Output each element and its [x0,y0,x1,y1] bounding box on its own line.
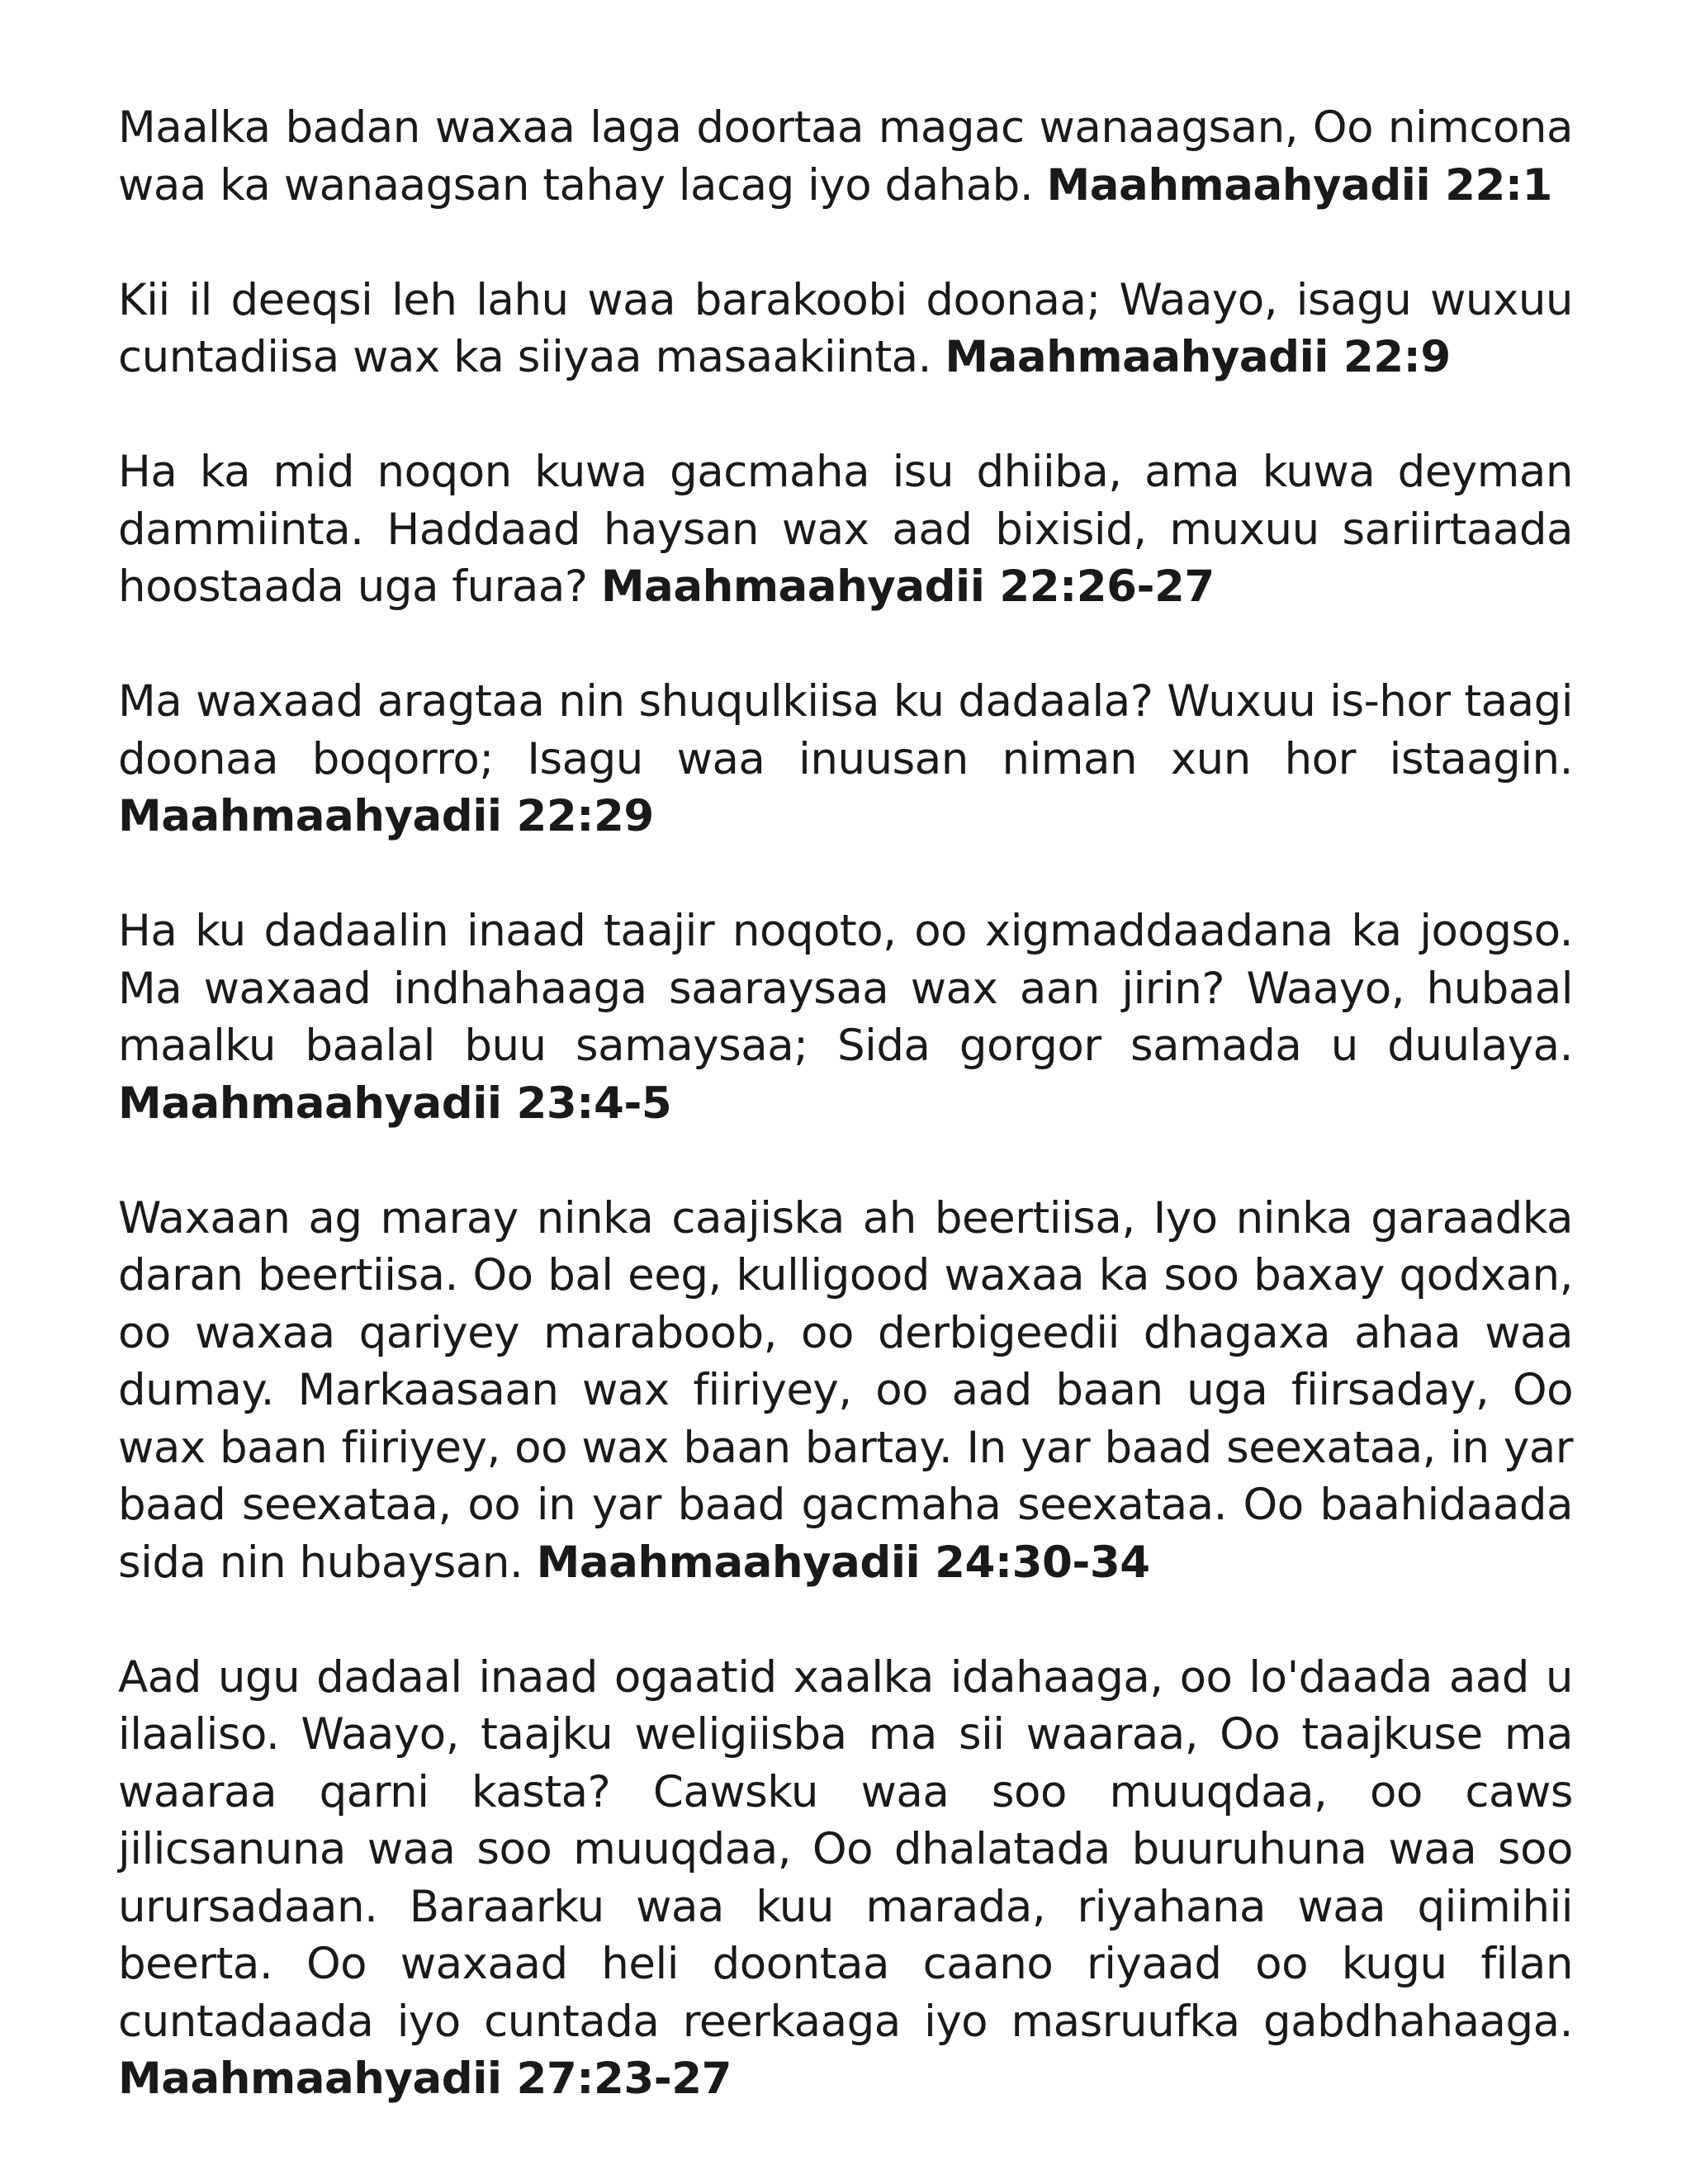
verse-paragraph [118,272,1573,386]
verse-text: Waxaan ag maray ninka caajiska ah beertiisa, Iyo ninka garaadka daran beertiisa. Oo bal eeg, kulligood waxaa ka soo baxay qodxan, oo waxaa qariyey maraboob, oo derbigeedii dhagaxa ahaa waa dumay. Markaasaan wax fiiriyey, oo aad baan uga fiirsaday, Oo wax baan fiiriyey, oo wax baan bartay. In yar baad seexataa, in yar baad seexataa, oo in yar baad gacmaha seexataa. Oo baahidaada sida nin hubaysan. [118,1192,1573,1588]
verse-paragraph [118,673,1573,846]
verse-text: Ha ku dadaalin inaad taajir noqoto, oo xigmaddaadana ka joogso. Ma waxaad indhahaaga saaraysaa wax aan jirin? Waayo, hubaal maalku baalal buu samaysaa; Sida gorgor samada u duulaya. [118,906,1573,1071]
verse-paragraph [118,1190,1573,1592]
verse-reference: Maahmaahyadii 22:29 [118,791,654,841]
verse-reference: Maahmaahyadii 22:26-27 [600,561,1215,612]
verse-paragraph [118,443,1573,616]
verse-reference: Maahmaahyadii 22:1 [1046,159,1552,211]
verse-paragraph [118,1649,1573,2108]
verse-text: Maalka badan waxaa laga doortaa magac wanaagsan, Oo nimcona waa ka wanaagsan tahay lacag iyo dahab. [118,102,1573,211]
verse-text: Ha ka mid noqon kuwa gacmaha isu dhiiba, ama kuwa deyman dammiinta. Haddaad haysan wax aad bixisid, muxuu sariirtaada hoostaada uga furaa? [118,447,1573,612]
verse-text: Kii il deeqsi leh lahu waa barakoobi doonaa; Waayo, isagu wuxuu cuntadiisa wax ka siiyaa masaakiinta. [118,274,1573,382]
verse-reference: Maahmaahyadii 27:23-27 [118,2054,732,2104]
verse-reference: Maahmaahyadii 22:9 [945,332,1451,382]
document-page [118,99,1573,2165]
verse-paragraph [118,99,1573,214]
verse-reference: Maahmaahyadii 24:30-34 [536,1537,1150,1588]
verse-reference: Maahmaahyadii 23:4-5 [118,1078,672,1129]
verse-paragraph [118,902,1573,1132]
verse-text: Aad ugu dadaal inaad ogaatid xaalka idahaaga, oo lo'daada aad u ilaaliso. Waayo, taajku weligiisba ma sii waaraa, Oo taajkuse ma waaraa qarni kasta? Cawsku waa soo muuqdaa, oo caws jilicsanuna waa soo muuqdaa, Oo dhalatada buuruhuna waa soo urursadaan. Baraarku waa kuu marada, riyahana waa qiimihii beerta. Oo waxaad heli doontaa caano riyaad oo kugu filan cuntadaada iyo cuntada reerkaaga iyo masruufka gabdhahaaga. [118,1651,1573,2047]
verse-text: Ma waxaad aragtaa nin shuqulkiisa ku dadaala? Wuxuu is-hor taagi doonaa boqorro; Isagu waa inuusan niman xun hor istaagin. [118,676,1573,784]
